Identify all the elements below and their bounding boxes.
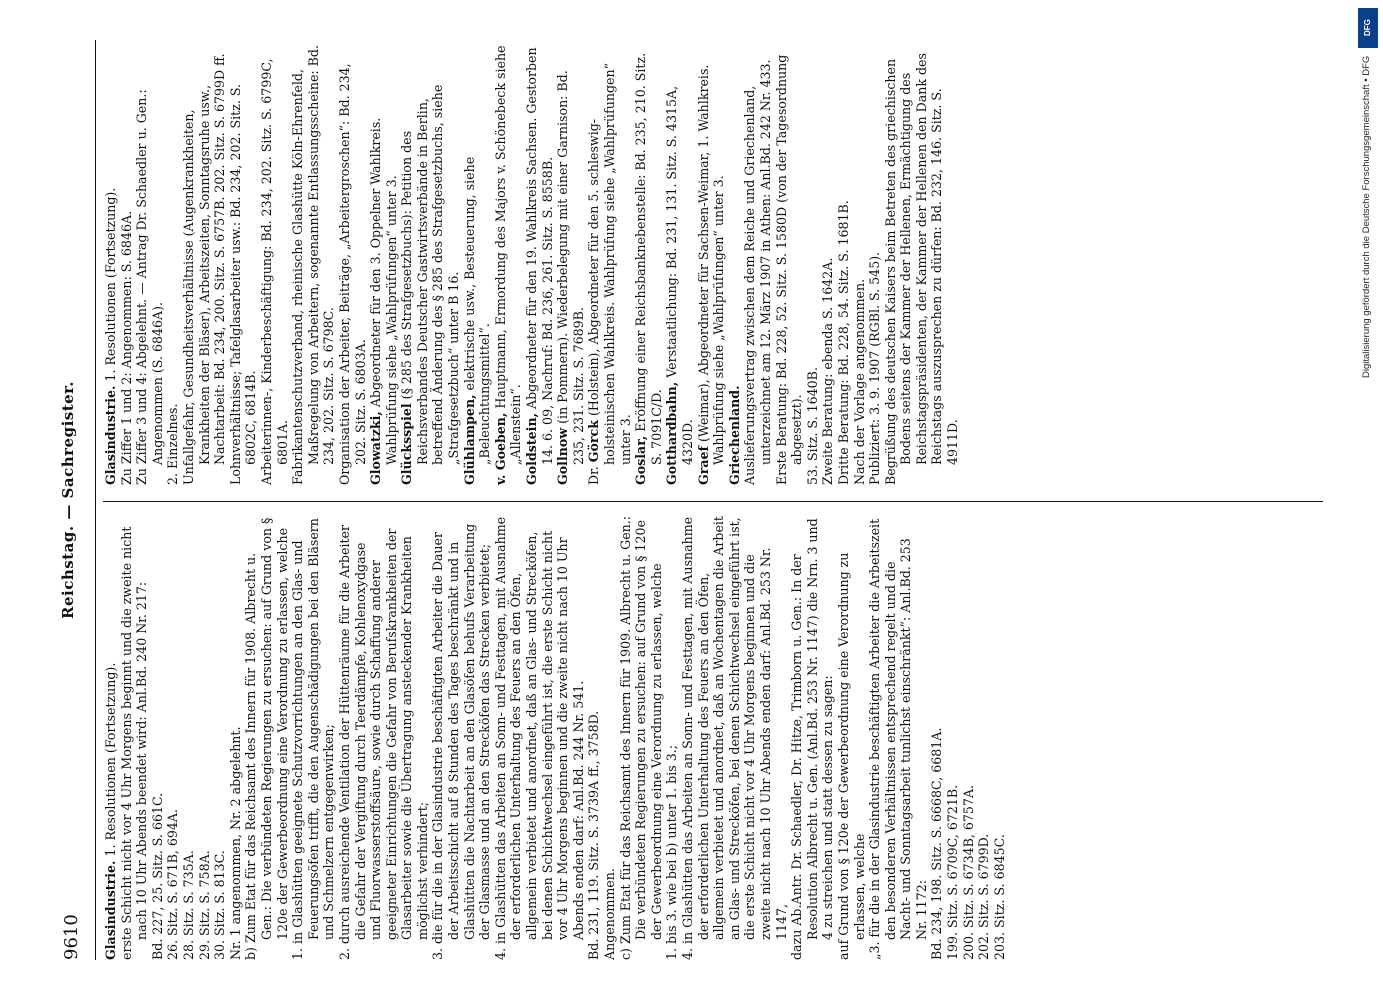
register-entry: 30. Sitz. S. 813C. bbox=[212, 850, 228, 960]
register-entry: 3. die für die in der Glasindustrie beschäftigten Arbeiter die Dauer der Arbeitsschicht auf 8 Stunden des Tages beschränkt und in Glashütten die Nachtarbeit an den Glasöfen behufs Verarbeitung der Glasmasse und an den Strecköfen das Strecken verbietet; bbox=[430, 523, 493, 960]
register-entry: 202. Sitz. S. 6799D. bbox=[976, 833, 992, 960]
entry-keyword: Gotthardbahn, bbox=[664, 381, 680, 485]
entry-keyword: Gollnow bbox=[555, 427, 571, 485]
rotated-content bbox=[41, 20, 1341, 980]
register-entry: „3. für die in der Glasindustrie beschäftigten Arbeiter die Arbeitszeit den besonderen Verhältnissen entsprechend regelt und die Nacht- und Sonntagsarbeit tunlichst einschränkt“: Anl.Bd. 253 Nr. 1172: bbox=[867, 518, 929, 960]
register-entry: Goldstein, Abgeordneter für den 19. Wahlkreis Sachsen. Gestorben 14. 6. 09, Nachruf: Bd. 236, 261. Sitz. S. 8558B. bbox=[524, 47, 555, 485]
register-entry: Glowatzki, Abgeordneter für den 3. Oppelner Wahlkreis. Wahlprüfung siehe „Wahlprüfungen“ unter 3. bbox=[368, 117, 399, 485]
register-entry: 2. Einzelnes. bbox=[165, 403, 181, 485]
register-entry: 1. bis 3. wie bei b) unter 1. bis 3.; bbox=[664, 745, 680, 960]
register-entry: 203. Sitz. S. 6845C. bbox=[991, 834, 1007, 960]
register-entry bbox=[727, 40, 743, 485]
register-entry: 53. Sitz. S. 1640B. bbox=[804, 367, 820, 485]
right-column bbox=[103, 40, 1323, 485]
register-entry: 199. Sitz. S. 6709C, 6721B. bbox=[945, 784, 961, 960]
register-entry: Bd. 234, 198. Sitz. S. 6668C, 6681A. bbox=[929, 727, 945, 960]
register-entry: Glasindustrie. 1. Resolutionen (Fortsetzung). bbox=[103, 662, 118, 960]
register-entry: Publiziert: 3. 9. 1907 (RGBl. S. 545). bbox=[867, 251, 883, 485]
register-entry: Fabrikantenschutzverband, rheinische Glashütte Köln-Ehrenfeld, Maßregelung von Arbeitern, sogenannte Entlassungsscheine: Bd. 234, 202. Sitz. S. 6798C. bbox=[290, 45, 337, 485]
register-entry: auf Grund von § 120e der Gewerbeordnung eine Verordnung zu erlassen, welche bbox=[835, 552, 867, 960]
register-entry: Angenommen. bbox=[602, 868, 617, 960]
entry-keyword: Goslar, bbox=[633, 435, 649, 485]
header-rule bbox=[95, 40, 96, 960]
digitization-note: Digitalisierung gefördert durch die Deutsche Forschungsgemeinschaft • DFG bbox=[1361, 56, 1372, 379]
register-entry: 1. in Glashütten geeignete Schutzvorrichtungen an den Glas- und Feuerungsöfen trifft, die den Augenschädigungen bei den Bläsern und Schmelzern entgegenwirken; bbox=[290, 518, 337, 960]
register-entry: Nach der Vorlage angenommen. bbox=[851, 278, 867, 485]
register-entry: Graef (Weimar), Abgeordneter für Sachsen-Weimar, 1. Wahlkreis. Wahlprüfung siehe „Wahlprüfungen“ unter 3. bbox=[695, 64, 727, 485]
entry-keyword: Goldstein, bbox=[524, 413, 540, 485]
register-entry: Zweite Beratung: ebenda S. 1642A. bbox=[820, 257, 836, 485]
entry-keyword: Griechenland. bbox=[726, 385, 742, 485]
entry-keyword: Graef bbox=[695, 446, 711, 485]
register-entry: 28. Sitz. S. 735A. bbox=[180, 850, 196, 960]
entry-keyword: Görck bbox=[586, 420, 602, 463]
register-entry: Bd. 231, 119. Sitz. S. 3739A ff., 3758D. bbox=[586, 710, 602, 960]
dfg-logo: DFG bbox=[1358, 8, 1378, 48]
register-entry: Arbeiterinnen-, Kinderbeschäftigung: Bd. 234, 202. Sitz. S. 6799C, 6801A. bbox=[258, 58, 290, 485]
register-entry: Auslieferungsvertrag zwischen dem Reiche und Griechenland, unterzeichnet am 12. März 1907 in Athen: Anl.Bd. 242 Nr. 433. bbox=[742, 59, 773, 485]
register-entry: Dritte Beratung: Bd. 228, 54. Sitz. S. 1681B. bbox=[835, 200, 851, 485]
register-entry: Goslar, Eröffnung einer Reichsbanknebenstelle: Bd. 235, 210. Sitz. S. 7091C/D. bbox=[633, 52, 664, 485]
entry-keyword: Glasindustrie. bbox=[103, 385, 118, 485]
entry-keyword: Glühlampen, bbox=[461, 394, 477, 485]
running-title: Reichstag. — Sachregister. bbox=[59, 381, 77, 619]
page-header bbox=[53, 40, 93, 960]
page-number: 9610 bbox=[61, 914, 82, 960]
register-entry: Glücksspiel (§ 285 des Strafgesetzbuchs): Petition des Reichsverbandes Deutscher Gastwirtsverbände in Berlin, betreffend Änderung des § 285 des Strafgesetzbuchs, siehe „Strafgesetzbuch“ unter B 16. bbox=[399, 84, 462, 485]
register-entry: 200. Sitz. S. 6734B, 6757A. bbox=[960, 784, 976, 960]
column-divider bbox=[103, 501, 1323, 502]
register-entry: dazu Ab.Antr. Dr. Schaedler, Dr. Hitze, Trimborn u. Gen.: In der Resolution Albrecht u. Gen. (Anl.Bd. 253 Nr. 1147) die Nrn. 3 und 4 zu streichen und statt dessen zu sagen: bbox=[789, 518, 836, 960]
register-entry: Unfallgefahr, Gesundheitsverhältnisse (Augenkrankheiten, Krankheiten der Bläser), Arbeitszeiten, Sonntagsruhe usw., Nachtarbeit: Bd. 234, 200. Sitz. S. 6757B. 202. Sitz. S. 6799D ff. bbox=[180, 53, 228, 485]
register-entry: Nr. 1 angenommen, Nr. 2 abgelehnt. bbox=[227, 726, 243, 960]
register-entry: c) Zum Etat für das Reichsamt des Innern für 1909. Albrecht u. Gen.: Die verbündeten Regierungen zu ersuchen: auf Grund von § 120e der Gewerbeordnung eine Verordnung zu erlassen, welche bbox=[617, 515, 664, 960]
register-entry: Glasindustrie. 1. Resolutionen (Fortsetzung). bbox=[103, 187, 118, 485]
entry-keyword: Glowatzki, bbox=[368, 411, 384, 485]
register-entry: v. Goeben, Hauptmann, Ermordung des Majors v. Schönebeck siehe „Allenstein“. bbox=[492, 45, 524, 485]
register-entry: 29. Sitz. S. 758A. bbox=[196, 850, 212, 960]
register-entry: Gotthardbahn, Verstaatlichung: Bd. 231, 131. Sitz. S. 4315A, 4320D. bbox=[664, 85, 695, 485]
register-entry: b) Zum Etat für das Reichsamt des Innern für 1908. Albrecht u. Gen.: Die verbündeten Regierungen zu ersuchen: auf Grund von § 120e der Gewerbeordnung eine Verordnung zu erlassen, welche bbox=[243, 517, 290, 960]
entry-keyword: Glasindustrie. bbox=[103, 860, 118, 960]
register-entry: 26. Sitz. S. 671B, 694A. bbox=[165, 808, 181, 960]
register-entry: 4. in Glashütten das Arbeiten an Sonn- und Festtagen, mit Ausnahme der erforderlichen Unterhaltung des Feuers an den Öfen, allgemein verbietet und anordnet, daß an Glas- und Strecköfen, bei denen Schichtwechsel eingeführt ist, die erste Schicht nicht vor 4 Uhr Morgens beginnen und die zweite nicht nach 10 Uhr Abends enden darf: Anl.Bd. 244 Nr. 541. bbox=[492, 516, 586, 960]
register-entry: erste Schicht nicht vor 4 Uhr Morgens beginnt und die zweite nicht nach 10 Uhr Abends beendet wird: Anl.Bd. 240 Nr. 217: bbox=[118, 526, 150, 960]
dfg-margin-note bbox=[1357, 8, 1379, 993]
register-entry: Gollnow (in Pommern). Wiederbelegung mit einer Garnison: Bd. 235, 231. Sitz. S. 7689B. bbox=[555, 70, 586, 485]
register-entry: Begrüßung des deutschen Kaisers beim Betreten des griechischen Bodens seitens der Kammer der Hellenen, Ermächtigung des Reichstagspräsidenten, der Kammer der Hellenen den Dank des Reichstags auszusprechen zu dürfen: Bd. 232, 146. Sitz. S. 4911D. bbox=[882, 53, 961, 485]
register-entry: Zu Ziffer 3 und 4: Abgelehnt. — Antrag Dr. Schaedler u. Gen.: Angenommen (S. 6846A). bbox=[134, 89, 165, 485]
register-entry: Dr. Görck (Holstein), Abgeordneter für den 5. schleswig-holsteinischen Wahlkreis. Wahlprüfung siehe „Wahlprüfungen“ unter 3. bbox=[586, 62, 633, 485]
entry-keyword: v. Goeben, bbox=[492, 412, 508, 485]
entry-keyword: Glücksspiel bbox=[399, 403, 415, 485]
register-entry: Bd. 227, 25. Sitz. S. 661C. bbox=[149, 792, 165, 960]
register-entry: 2. durch ausreichende Ventilation der Hüttenräume für die Arbeiter die Gefahr der Vergiftung durch Teerdämpfe, Kohlenoxydgase und Fluorwasserstoffsäure, sowie durch Schaffung anderer geeigneter Einrichtungen die Gefahr von Berufskrankheiten der Glasarbeiter sowie die Übertragung ansteckender Krankheiten möglichst verhindert; bbox=[336, 524, 430, 960]
register-entry: 4. in Glashütten das Arbeiten an Sonn- und Festtagen, mit Ausnahme der erforderlichen Unterhaltung des Feuers an den Öfen, allgemein verbietet und anordnet, daß an Wochentagen die Arbeit an Glas- und Strecköfen, bei denen Schichtwechsel eingeführt ist, die erste Schicht nicht vor 4 Uhr Morgens beginnen und die zweite nicht nach 10 Uhr Abends enden darf: Anl.Bd. 253 Nr. 1147, bbox=[679, 516, 789, 960]
left-column bbox=[103, 515, 1323, 960]
register-entry: Glühlampen, elektrische usw., Besteuerung, siehe „Beleuchtungsmittel“. bbox=[461, 156, 493, 485]
register-entry: Erste Beratung: Bd. 228, 52. Sitz. S. 1580D (von der Tagesordnung abgesetzt). bbox=[773, 54, 805, 485]
register-entry: Organisation der Arbeiter, Beiträge, „Arbeitergroschen“: Bd. 234, 202. Sitz. S. 6803A. bbox=[336, 63, 368, 485]
register-entry: Lohnverhältnisse; Tafelglasarbeiter usw.: Bd. 234, 202. Sitz. S. 6802C, 6814B. bbox=[227, 83, 259, 485]
register-entry: Zu Ziffer 1 und 2: Angenommen: S. 6846A. bbox=[118, 210, 134, 485]
